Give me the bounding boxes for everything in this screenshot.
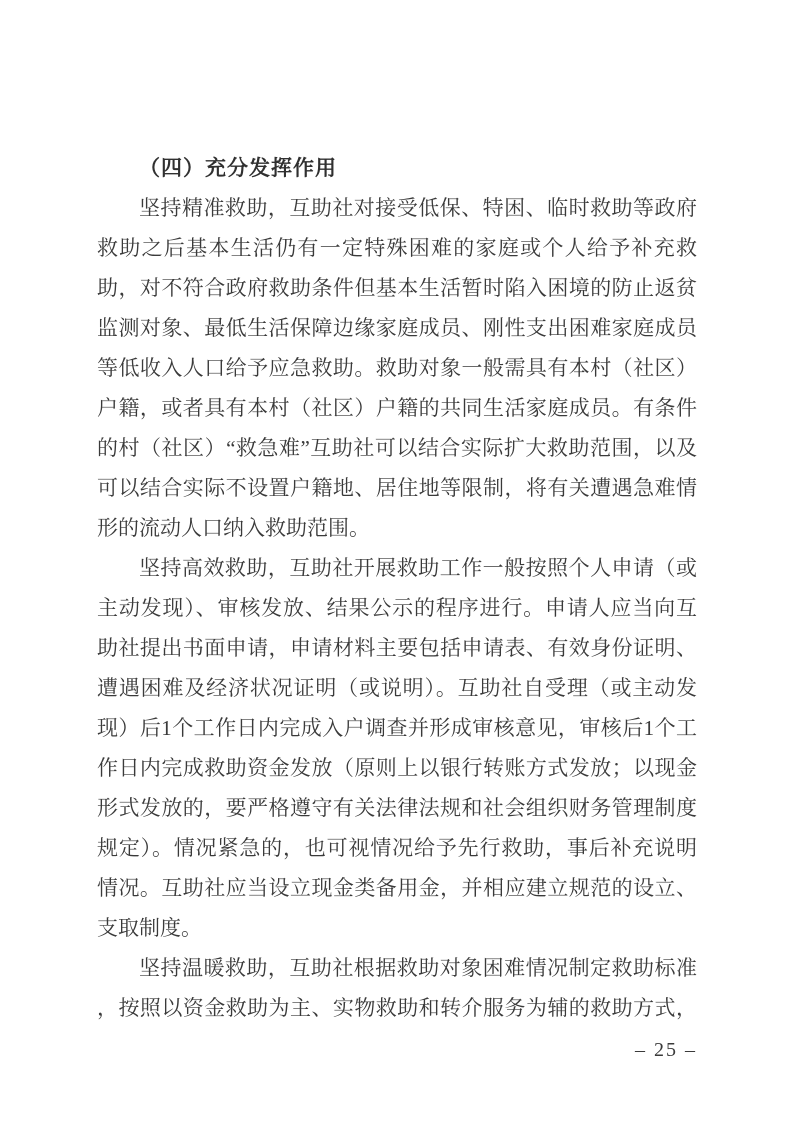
text-line: 的村（社区）“救急难”互助社可以结合实际扩大救助范围，以及 <box>97 436 697 460</box>
document-content <box>97 148 697 1028</box>
document-body <box>97 188 697 1028</box>
text-line: 等低收入人口给予应急救助。救助对象一般需具有本村（社区） <box>97 356 697 380</box>
text-line: 现）后1个工作日内完成入户调查并形成审核意见，审核后1个工 <box>97 716 697 740</box>
text-line: 助社提出书面申请，申请材料主要包括申请表、有效身份证明、 <box>97 636 697 660</box>
page-number: – 25 – <box>635 1039 697 1061</box>
text-line: 助，对不符合政府救助条件但基本生活暂时陷入困境的防止返贫 <box>97 276 697 300</box>
text-line: 坚持精准救助，互助社对接受低保、特困、临时救助等政府 <box>139 196 697 220</box>
text-line: 可以结合实际不设置户籍地、居住地等限制，将有关遭遇急难情 <box>97 476 697 500</box>
text-line: 遭遇困难及经济状况证明（或说明）。互助社自受理（或主动发 <box>97 676 697 700</box>
text-line: 形式发放的，要严格遵守有关法律法规和社会组织财务管理制度 <box>97 796 697 820</box>
text-line: 户籍，或者具有本村（社区）户籍的共同生活家庭成员。有条件 <box>97 396 697 420</box>
text-line: 支取制度。 <box>97 916 202 940</box>
text-line: 坚持高效救助，互助社开展救助工作一般按照个人申请（或 <box>139 556 697 580</box>
text-line: 作日内完成救助资金发放（原则上以银行转账方式发放；以现金 <box>97 756 697 780</box>
text-line: 情况。互助社应当设立现金类备用金，并相应建立规范的设立、 <box>97 876 697 900</box>
text-line: 主动发现）、审核发放、结果公示的程序进行。申请人应当向互 <box>97 596 697 620</box>
text-line: 坚持温暖救助，互助社根据救助对象困难情况制定救助标准 <box>139 956 697 980</box>
text-line: 形的流动人口纳入救助范围。 <box>97 516 370 540</box>
text-line: 监测对象、最低生活保障边缘家庭成员、刚性支出困难家庭成员 <box>97 316 697 340</box>
section-heading: （四）充分发挥作用 <box>139 156 337 180</box>
text-line: 规定）。情况紧急的，也可视情况给予先行救助，事后补充说明 <box>97 836 697 860</box>
text-line: 救助之后基本生活仍有一定特殊困难的家庭或个人给予补充救 <box>97 236 697 260</box>
text-line: ，按照以资金救助为主、实物救助和转介服务为辅的救助方式， <box>97 996 697 1020</box>
